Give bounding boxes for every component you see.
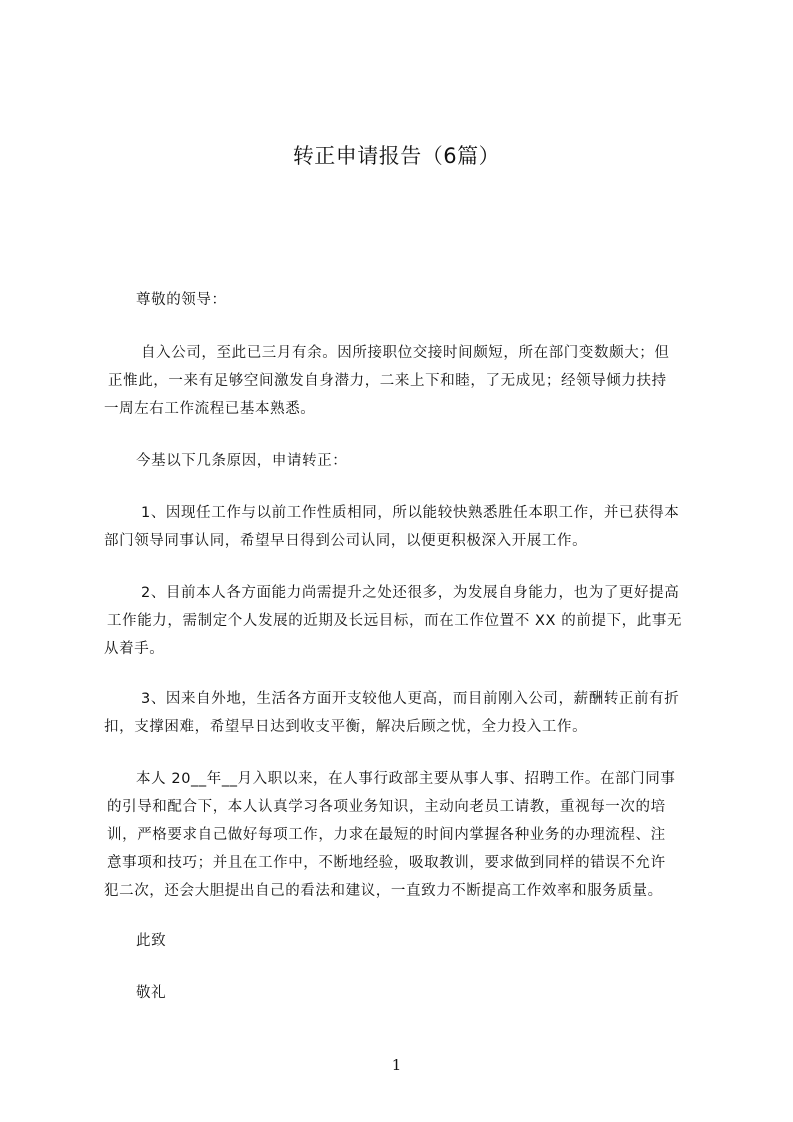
paragraph-line: 犯二次，还会大胆提出自己的看法和建议，一直致力不断提高工作效率和服务质量。 [104, 883, 663, 899]
paragraph-line: 1、因现任工作与以前工作性质相同，所以能较快熟悉胜任本职工作，并已获得本 [141, 505, 680, 521]
closing-line: 敬礼 [136, 985, 167, 1001]
reasons-intro: 今基以下几条原因，申请转正： [136, 453, 348, 469]
paragraph-line: 正惟此，一来有足够空间激发自身潜力，二来上下和睦，了无成见；经领导倾力扶持 [108, 373, 667, 389]
paragraph-line: 意事项和技巧；并且在工作中，不断地经验，吸取教训，要求做到同样的错误不允许 [107, 855, 666, 871]
salutation: 尊敬的领导： [136, 292, 227, 308]
document-title: 转正申请报告（6篇） [292, 144, 501, 168]
page-number: 1 [391, 1056, 402, 1074]
paragraph-line: 工作能力，需制定个人发展的近期及长远目标，而在工作位置不 XX 的前提下，此事无 [107, 613, 683, 629]
paragraph-line: 扣，支撑困难，希望早日达到收支平衡，解决后顾之忧，全力投入工作。 [104, 719, 588, 735]
paragraph-line: 自入公司，至此已三月有余。因所接职位交接时间颇短，所在部门变数颇大；但 [141, 345, 670, 361]
paragraph-line: 训，严格要求自己做好每项工作，力求在最短的时间内掌握各种业务的办理流程、注 [107, 827, 666, 843]
paragraph-line: 部门领导同事认同，希望早日得到公司认同，以便更积极深入开展工作。 [104, 533, 588, 549]
paragraph-line: 的引导和配合下，本人认真学习各项业务知识，主动向老员工请教，重视每一次的培 [107, 799, 666, 815]
paragraph-line: 2、目前本人各方面能力尚需提升之处还很多，为发展自身能力，也为了更好提高 [141, 585, 680, 601]
paragraph-line: 从着手。 [104, 641, 165, 657]
closing-line: 此致 [136, 933, 167, 949]
paragraph-line: 3、因来自外地，生活各方面开支较他人更高，而目前刚入公司，薪酬转正前有折 [141, 691, 680, 707]
paragraph-line: 本人 20__年__月入职以来，在人事行政部主要从事人事、招聘工作。在部门同事 [136, 771, 676, 787]
paragraph-line: 一周左右工作流程已基本熟悉。 [104, 401, 316, 417]
